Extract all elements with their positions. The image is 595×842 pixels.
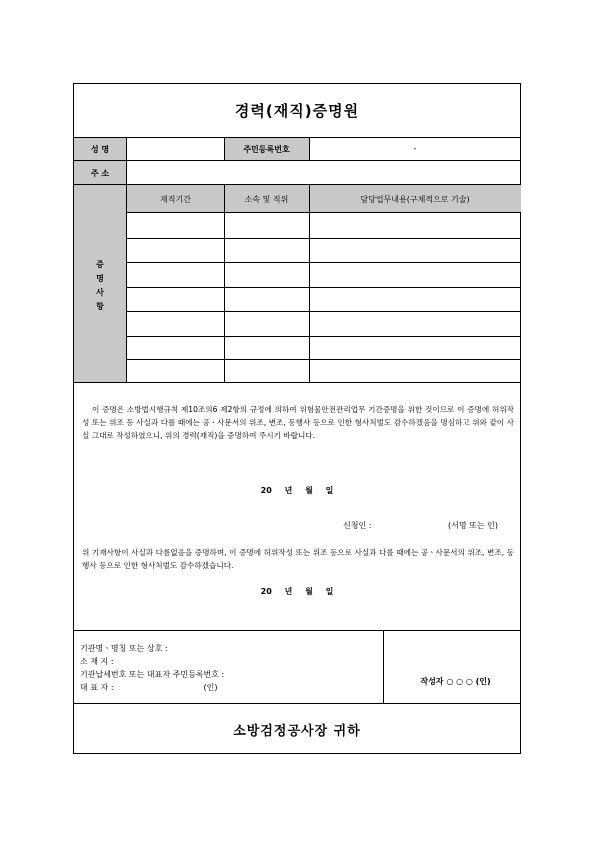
- recipient: 소방검정공사장 귀하: [233, 724, 361, 739]
- org-address-line: 소 재 지 :: [80, 657, 114, 666]
- column-header: 담당업무내용(구체적으로 기술): [360, 195, 470, 204]
- table-row[interactable]: [127, 312, 521, 336]
- page-title: 경력(재직)증명원: [234, 102, 360, 120]
- table-row[interactable]: [127, 239, 521, 262]
- organization-info: [80, 642, 224, 694]
- column-header: 소속 및 직위: [244, 195, 289, 204]
- rrn-label: 주민등록번호: [243, 145, 290, 154]
- applicant-label: 신청인 :: [343, 521, 372, 530]
- table-row[interactable]: [127, 360, 521, 382]
- section-label: 증 명 사 항: [96, 260, 104, 311]
- date-line-1: 20 년 월 일: [260, 486, 334, 495]
- address-label: 주 소: [90, 169, 110, 178]
- org-tax-line: 기관납세번호 또는 대표자 주민등록번호 :: [80, 670, 225, 679]
- table-row[interactable]: [127, 263, 521, 287]
- date-line-2: 20 년 월 일: [260, 587, 334, 596]
- statement-paragraph: 이 증명은 소방법시행규칙 제10조의6 제2항의 규정에 의하여 위험물안전관리업무 기간증명을 위한 것이므로 이 증명에 허위작성 또는 위조 등 사실과 다를 때에는 공ㆍ사문서의 위조, 변조, 동행사 등으로 인한 형사처벌도 감수하겠음을 명심하고 위와 같이 사실 그대로 작성하였으니, 위의 경력(재직)을 증명하여 주시기 바랍니다.: [82, 405, 514, 440]
- confirmation-paragraph: 위 기재사항이 사실과 다름없음을 증명하며, 이 증명에 허위작성 또는 위조 등으로 사실과 다를 때에는 공ㆍ사문서의 위조, 변조, 동행사 등으로 인한 형사처벌도 감수하겠습니다.: [82, 548, 514, 570]
- table-row[interactable]: [127, 288, 521, 311]
- applicant-sign: (서명 또는 인): [448, 521, 498, 530]
- rrn-value[interactable]: -: [413, 144, 417, 153]
- table-row[interactable]: [127, 213, 521, 238]
- org-rep-line: 대 표 자 : (인): [80, 683, 218, 692]
- table-row[interactable]: [127, 337, 521, 359]
- writer-signature: 작성자 ○ ○ ○ (인): [420, 677, 491, 686]
- name-label: 성 명: [90, 145, 110, 154]
- org-name-line: 기관명ㆍ명칭 또는 상호 :: [80, 644, 168, 653]
- column-header: 재직기간: [160, 195, 191, 204]
- seal-mark: (인): [203, 683, 218, 692]
